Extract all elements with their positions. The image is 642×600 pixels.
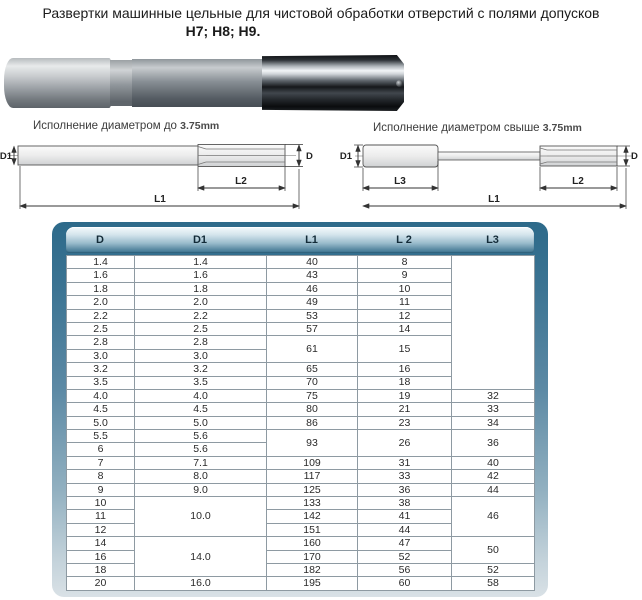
drawing-small-diameter [0, 138, 320, 216]
table-cell: 3.2 [135, 363, 267, 376]
table-row [67, 430, 535, 443]
variant-left-size: 3.75mm [180, 120, 220, 132]
table-cell: 60 [358, 577, 452, 590]
table-cell: 1.8 [67, 282, 135, 295]
table-cell: 36 [452, 430, 535, 457]
table-cell: 50 [452, 537, 535, 564]
dim-label-l1: L1 [154, 194, 166, 205]
table-cell: 12 [67, 523, 135, 536]
table-cell: 3.5 [135, 376, 267, 389]
table-row [67, 416, 535, 429]
dim-label-d1: D1 [0, 151, 12, 162]
reamer-photo-shank [4, 58, 111, 108]
table-cell: 40 [452, 456, 535, 469]
table-cell: 31 [358, 456, 452, 469]
drawing-large-diameter [320, 138, 642, 216]
spec-table-header [66, 227, 534, 253]
table-cell: 5.0 [67, 416, 135, 429]
table-row [67, 537, 535, 550]
table-cell: 16 [358, 363, 452, 376]
table-cell: 125 [267, 483, 358, 496]
reamer-photo [4, 55, 412, 111]
table-cell: 57 [267, 322, 358, 335]
variant-right-size: 3.75mm [542, 122, 582, 134]
reamer-rod-outline [438, 152, 540, 160]
table-cell: 49 [267, 296, 358, 309]
table-cell: 3.5 [67, 376, 135, 389]
table-cell: 11 [358, 296, 452, 309]
table-cell: 142 [267, 510, 358, 523]
table-cell: 52 [452, 563, 535, 576]
table-cell: 20 [67, 577, 135, 590]
table-row [67, 256, 535, 269]
table-cell: 109 [267, 456, 358, 469]
table-cell: 42 [452, 470, 535, 483]
table-cell: 170 [267, 550, 358, 563]
table-cell: 93 [267, 430, 358, 457]
table-cell: 16.0 [135, 577, 267, 590]
reamer-photo-flutes [262, 55, 404, 111]
table-cell: 26 [358, 430, 452, 457]
table-cell: 1.6 [135, 269, 267, 282]
table-cell: 46 [452, 497, 535, 537]
variant-right-text: Исполнение диаметром свыше [373, 122, 540, 134]
table-cell: 56 [358, 563, 452, 576]
column-header-l2: L 2 [396, 234, 412, 246]
table-cell: 2.0 [135, 296, 267, 309]
table-cell: 52 [358, 550, 452, 563]
table-row [67, 470, 535, 483]
table-cell: 151 [267, 523, 358, 536]
table-cell: 4.0 [135, 389, 267, 402]
table-cell: 8 [358, 256, 452, 269]
dim-label-d1: D1 [339, 151, 352, 162]
table-cell: 10 [67, 497, 135, 510]
spec-table-body [67, 256, 535, 591]
table-cell: 2.5 [67, 322, 135, 335]
table-cell: 5.0 [135, 416, 267, 429]
table-cell: 9 [67, 483, 135, 496]
table-cell: 40 [267, 256, 358, 269]
table-cell: 75 [267, 389, 358, 402]
table-cell: 160 [267, 537, 358, 550]
table-cell: 58 [452, 577, 535, 590]
table-cell: 33 [452, 403, 535, 416]
table-row [67, 483, 535, 496]
table-cell: 14.0 [135, 537, 267, 577]
dim-label-l3: L3 [394, 176, 406, 187]
column-header-l1: L1 [305, 234, 318, 246]
table-cell: 5.5 [67, 430, 135, 443]
table-cell: 9 [358, 269, 452, 282]
table-cell: 38 [358, 497, 452, 510]
table-cell: 2.8 [135, 336, 267, 349]
table-cell: 1.4 [67, 256, 135, 269]
table-cell: 80 [267, 403, 358, 416]
table-cell: 18 [67, 563, 135, 576]
table-cell: 44 [358, 523, 452, 536]
table-cell: 1.8 [135, 282, 267, 295]
table-cell: 18 [358, 376, 452, 389]
table-cell: 7 [67, 456, 135, 469]
table-cell: 43 [267, 269, 358, 282]
table-cell: 3.0 [135, 349, 267, 362]
table-cell: 23 [358, 416, 452, 429]
table-cell: 86 [267, 416, 358, 429]
table-cell [452, 256, 535, 390]
dim-label-d: D [631, 151, 638, 162]
table-cell: 19 [358, 389, 452, 402]
table-row [67, 403, 535, 416]
reamer-photo-tip-hole [396, 80, 403, 87]
table-cell: 182 [267, 563, 358, 576]
table-cell: 8.0 [135, 470, 267, 483]
table-cell: 10 [358, 282, 452, 295]
table-cell: 4.5 [67, 403, 135, 416]
table-cell: 36 [358, 483, 452, 496]
table-cell: 33 [358, 470, 452, 483]
column-header-l3: L3 [486, 234, 499, 246]
table-cell: 65 [267, 363, 358, 376]
spec-table [66, 255, 535, 591]
spec-table-frame [52, 222, 548, 597]
table-cell: 21 [358, 403, 452, 416]
page-title-tolerances: H7; H8; H9. [185, 23, 261, 39]
table-cell: 1.6 [67, 269, 135, 282]
column-header-d: D [96, 234, 104, 246]
table-cell: 4.5 [135, 403, 267, 416]
dim-label-d: D [306, 151, 313, 162]
page-title: Развертки машинные цельные для чистовой обработки отверстий с полями допусков [42, 5, 600, 21]
table-cell: 2.2 [67, 309, 135, 322]
table-cell: 3.0 [67, 349, 135, 362]
table-cell: 9.0 [135, 483, 267, 496]
table-cell: 6 [67, 443, 135, 456]
table-cell: 41 [358, 510, 452, 523]
table-cell: 133 [267, 497, 358, 510]
table-cell: 3.2 [67, 363, 135, 376]
table-row [67, 577, 535, 590]
table-cell: 7.1 [135, 456, 267, 469]
table-cell: 2.2 [135, 309, 267, 322]
table-cell: 10.0 [135, 497, 267, 537]
table-cell: 8 [67, 470, 135, 483]
table-row [67, 497, 535, 510]
table-cell: 11 [67, 510, 135, 523]
table-row [67, 389, 535, 402]
table-cell: 4.0 [67, 389, 135, 402]
table-cell: 14 [358, 322, 452, 335]
variant-label-right [373, 122, 582, 134]
table-cell: 195 [267, 577, 358, 590]
dim-label-l2: L2 [572, 176, 584, 187]
dim-label-l1: L1 [488, 194, 500, 205]
table-cell: 117 [267, 470, 358, 483]
table-cell: 44 [452, 483, 535, 496]
table-cell: 14 [67, 537, 135, 550]
table-cell: 61 [267, 336, 358, 363]
table-cell: 16 [67, 550, 135, 563]
table-cell: 46 [267, 282, 358, 295]
variant-left-text: Исполнение диаметром до [33, 120, 177, 132]
table-cell: 32 [452, 389, 535, 402]
table-cell: 53 [267, 309, 358, 322]
dim-label-l2: L2 [235, 176, 247, 187]
table-cell: 2.8 [67, 336, 135, 349]
table-cell: 5.6 [135, 443, 267, 456]
reamer-shank-outline [363, 145, 438, 167]
table-cell: 34 [452, 416, 535, 429]
table-row [67, 456, 535, 469]
variant-label-left [33, 120, 219, 132]
reamer-photo-neck [110, 60, 132, 106]
table-cell: 5.6 [135, 430, 267, 443]
table-cell: 12 [358, 309, 452, 322]
reamer-shank-outline [18, 146, 199, 165]
table-cell: 1.4 [135, 256, 267, 269]
table-cell: 15 [358, 336, 452, 363]
table-cell: 2.0 [67, 296, 135, 309]
reamer-photo-body [132, 59, 262, 107]
table-cell: 70 [267, 376, 358, 389]
table-cell: 47 [358, 537, 452, 550]
column-header-d1: D1 [192, 234, 208, 246]
table-cell: 2.5 [135, 322, 267, 335]
